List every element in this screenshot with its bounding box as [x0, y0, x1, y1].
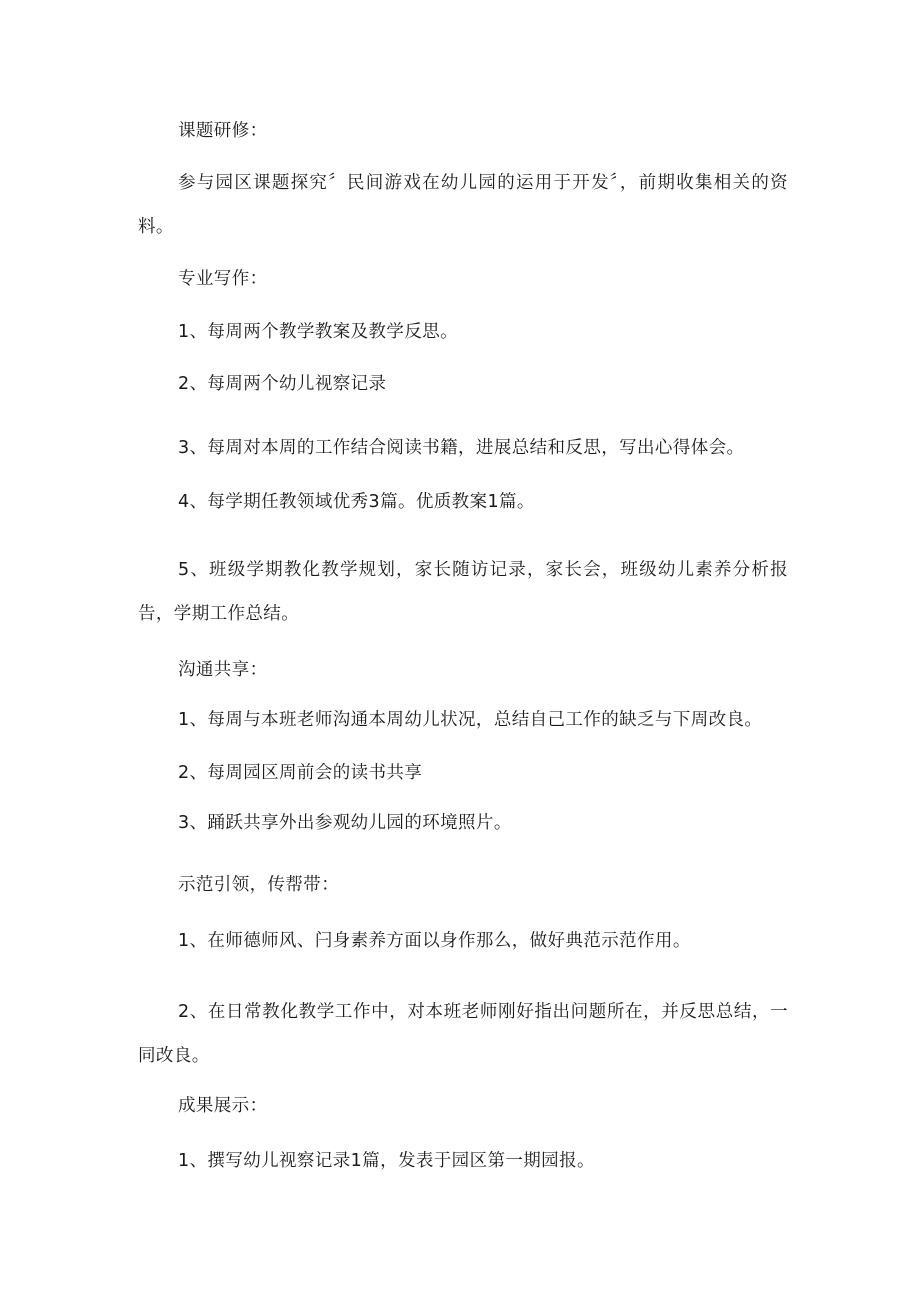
- writing-item-2: 2、每周两个幼儿视察记录: [178, 374, 387, 394]
- heading-research: 课题研修：: [178, 121, 268, 141]
- writing-item-5: 5、班级学期教化教学规划，家长随访记录，家长会，班级幼儿素养分析报告，学期工作总结。: [138, 560, 788, 624]
- communication-item-3: 3、踊跃共享外出参观幼儿园的环境照片。: [178, 813, 512, 833]
- heading-results: 成果展示：: [178, 1096, 268, 1116]
- writing-item-1: 1、每周两个教学教案及教学反思。: [178, 322, 459, 342]
- paragraph-research-detail: 参与园区课题探究〞民间游戏在幼儿园的运用于开发〞，前期收集相关的资料。: [138, 173, 788, 237]
- communication-item-2: 2、每周园区周前会的读书共享: [178, 763, 423, 783]
- heading-communication: 沟通共享：: [178, 660, 268, 680]
- demonstration-item-1: 1、在师德师风、闩身素养方面以身作那么，做好典范示范作用。: [178, 931, 691, 951]
- demonstration-item-2: 2、在日常教化教学工作中，对本班老师刚好指出问题所在，并反思总结，一同改良。: [138, 1002, 788, 1066]
- heading-demonstration: 示范引领，传帮带：: [178, 875, 340, 895]
- heading-writing: 专业写作：: [178, 269, 268, 289]
- results-item-1: 1、撰写幼儿视察记录1篇，发表于园区第一期园报。: [178, 1151, 595, 1171]
- communication-item-1: 1、每周与本班老师沟通本周幼儿状况，总结自己工作的缺乏与下周改良。: [178, 710, 763, 730]
- writing-item-4: 4、每学期任教领域优秀3篇。优质教案1篇。: [178, 492, 535, 512]
- writing-item-3: 3、每周对本周的工作结合阅读书籍，进展总结和反思，写出心得体会。: [178, 438, 745, 458]
